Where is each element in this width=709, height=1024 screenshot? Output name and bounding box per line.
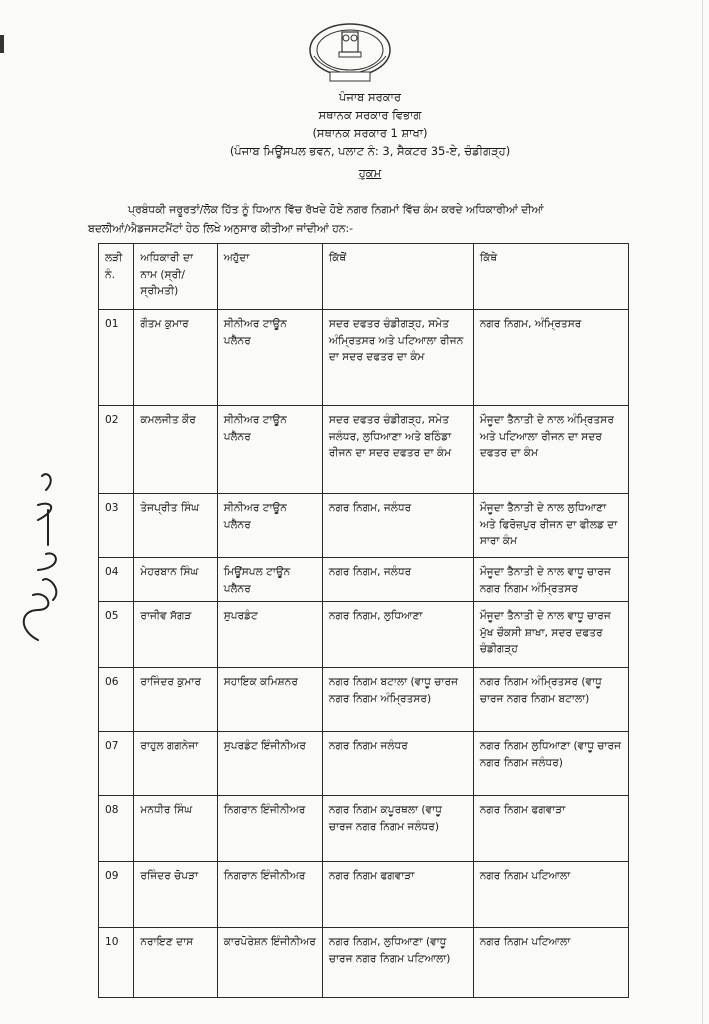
department-name: ਸਥਾਨਕ ਸਰਕਾਰ ਵਿਭਾਗ: [318, 108, 422, 122]
cell-to: ਮੌਜੂਦਾ ਤੈਨਾਤੀ ਦੇ ਨਾਲ ਵਾਧੂ ਚਾਰਜ ਨਗਰ ਨਿਗਮ ਅੰਮ੍ਰਿਤਸਰ: [473, 558, 628, 602]
cell-sno: 03: [99, 494, 134, 558]
cell-from: ਨਗਰ ਨਿਗਮ, ਲੁਧਿਆਣਾ: [322, 602, 473, 668]
cell-post: ਸੀਨੀਅਰ ਟਾਊਨ ਪਲੈਨਰ: [217, 494, 322, 558]
cell-post: ਸਹਾਇਕ ਕਮਿਸ਼ਨਰ: [217, 668, 322, 732]
cell-to: ਨਗਰ ਨਿਗਮ ਪਟਿਆਲਾ: [473, 928, 628, 998]
order-intro: [88, 200, 648, 238]
cell-sno: 08: [99, 796, 134, 862]
transfer-table: [98, 243, 629, 998]
table-row: [99, 862, 629, 928]
cell-name: ਰਾਜੀਵ ਸੱਗੜ: [134, 602, 217, 668]
cell-post: ਸੁਪਰਡੰਟ: [217, 602, 322, 668]
cell-to: ਮੌਜੂਦਾ ਤੈਨਾਤੀ ਦੇ ਨਾਲ ਲੁਧਿਆਣਾ ਅਤੇ ਫਿਰੋਜ਼ਪੁਰ ਰੀਜਨ ਦਾ ਫੀਲਡ ਦਾ ਸਾਰਾ ਕੰਮ: [473, 494, 628, 558]
intro-line-2: ਬਦਲੀਆਂ/ਐਡਜਸਟਮੈਂਟਾਂ ਹੇਠ ਲਿਖੇ ਅਨੁਸਾਰ ਕੀਤੀਆ ਜਾਂਦੀਆਂ ਹਨ:-: [88, 222, 354, 235]
cell-sno: 09: [99, 862, 134, 928]
cell-from: ਨਗਰ ਨਿਗਮ ਫਗਵਾੜਾ: [322, 862, 473, 928]
cell-name: ਤੇਜਪ੍ਰੀਤ ਸਿੰਘ: [134, 494, 217, 558]
page-edge: [702, 0, 703, 1024]
cell-post: ਸੁਪਰਡੰਟ ਇੰਜੀਨੀਅਰ: [217, 732, 322, 796]
cell-to: ਨਗਰ ਨਿਗਮ ਪਟਿਆਲਾ: [473, 862, 628, 928]
cell-from: ਨਗਰ ਨਿਗਮ, ਜਲੰਧਰ: [322, 558, 473, 602]
cell-name: ਗੌਤਮ ਕੁਮਾਰ: [134, 310, 217, 406]
cell-name: ਮਨਧੀਰ ਸਿੰਘ: [134, 796, 217, 862]
cell-post: ਸੀਨੀਅਰ ਟਾਊਨ ਪਲੈਨਰ: [217, 310, 322, 406]
header-from: ਕਿੱਥੋਂ: [322, 244, 473, 310]
cell-post: ਮਿਊਂਸਪਲ ਟਾਊਨ ਪਲੈਨਰ: [217, 558, 322, 602]
header-sno: ਲੜੀ ਨੰ.: [99, 244, 134, 310]
intro-line-1: ਪ੍ਰਬੰਧਕੀ ਜਰੂਰਤਾਂ/ਲੋਕ ਹਿੱਤ ਨੂੰ ਧਿਆਨ ਵਿੱਚ ਰੱਖਦੇ ਹੋਏ ਨਗਰ ਨਿਗਮਾਂ ਵਿੱਚ ਕੰਮ ਕਰਦੇ ਅਧਿਕਾਰੀਆਂ ਦੀਆਂ: [128, 203, 544, 216]
table-row: [99, 602, 629, 668]
cell-to: ਨਗਰ ਨਿਗਮ ਫਗਵਾੜਾ: [473, 796, 628, 862]
cell-name: ਕਮਲਜੀਤ ਕੌਰ: [134, 406, 217, 494]
cell-sno: 01: [99, 310, 134, 406]
table-row: [99, 406, 629, 494]
table-row: [99, 668, 629, 732]
cell-sno: 10: [99, 928, 134, 998]
cell-to: ਮੌਜੂਦਾ ਤੈਨਾਤੀ ਦੇ ਨਾਲ ਵਾਧੂ ਚਾਰਜ ਮੁੱਖ ਚੌਕਸੀ ਸ਼ਾਖਾ, ਸਦਰ ਦਫਤਰ ਚੰਡੀਗੜ੍ਹ: [473, 602, 628, 668]
cell-sno: 07: [99, 732, 134, 796]
government-name: ਪੰਜਾਬ ਸਰਕਾਰ: [338, 90, 402, 104]
table-row: [99, 732, 629, 796]
cell-to: ਨਗਰ ਨਿਗਮ ਲੁਧਿਆਣਾ (ਵਾਧੂ ਚਾਰਜ ਨਗਰ ਨਿਗਮ ਜਲੰਧਰ): [473, 732, 628, 796]
government-emblem-icon: [304, 20, 396, 86]
header-to: ਕਿੱਥੇ: [473, 244, 628, 310]
cell-sno: 04: [99, 558, 134, 602]
cell-name: ਰਜਿੰਦਰ ਚੋਪੜਾ: [134, 862, 217, 928]
cell-from: ਨਗਰ ਨਿਗਮ ਜਲੰਧਰ: [322, 732, 473, 796]
cell-to: ਮੌਜੂਦਾ ਤੈਨਾਤੀ ਦੇ ਨਾਲ ਅੰਮ੍ਰਿਤਸਰ ਅਤੇ ਪਟਿਆਲਾ ਰੀਜਨ ਦਾ ਸਦਰ ਦਫਤਰ ਦਾ ਕੰਮ: [473, 406, 628, 494]
order-title: ਹੁਕਮ: [358, 166, 382, 180]
cell-sno: 06: [99, 668, 134, 732]
table-row: [99, 796, 629, 862]
cell-to: ਨਗਰ ਨਿਗਮ, ਅੰਮ੍ਰਿਤਸਰ: [473, 310, 628, 406]
handwritten-signature-icon: [8, 450, 78, 650]
office-address: (ਪੰਜਾਬ ਮਿਊਂਸਪਲ ਭਵਨ, ਪਲਾਟ ਨੰ: 3, ਸੈਕਟਰ 35-ਏ, ਚੰਡੀਗੜ੍ਹ): [229, 144, 511, 158]
cell-post: ਕਾਰਪੋਰੇਸ਼ਨ ਇੰਜੀਨੀਅਰ: [217, 928, 322, 998]
branch-name: (ਸਥਾਨਕ ਸਰਕਾਰ 1 ਸ਼ਾਖਾ): [312, 126, 428, 140]
letterhead: [90, 88, 650, 182]
cell-sno: 02: [99, 406, 134, 494]
cell-name: ਰਾਹੁਲ ਗਗਨੇਜਾ: [134, 732, 217, 796]
cell-post: ਨਿਗਰਾਨ ਇੰਜੀਨੀਅਰ: [217, 796, 322, 862]
table-row: [99, 310, 629, 406]
cell-name: ਰਾਜਿੰਦਰ ਕੁਮਾਰ: [134, 668, 217, 732]
cell-from: ਸਦਰ ਦਫਤਰ ਚੰਡੀਗੜ੍ਹ, ਸਮੇਤ ਅੰਮ੍ਰਿਤਸਰ ਅਤੇ ਪਟਿਆਲਾ ਰੀਜਨ ਦਾ ਸਦਰ ਦਫਤਰ ਦਾ ਕੰਮ: [322, 310, 473, 406]
header-name: ਅਧਿਕਾਰੀ ਦਾ ਨਾਮ (ਸ੍ਰੀ/ਸ੍ਰੀਮਤੀ): [134, 244, 217, 310]
table-row: [99, 494, 629, 558]
cell-to: ਨਗਰ ਨਿਗਮ ਅੰਮ੍ਰਿਤਸਰ (ਵਾਧੂ ਚਾਰਜ ਨਗਰ ਨਿਗਮ ਬਟਾਲਾ): [473, 668, 628, 732]
cell-from: ਨਗਰ ਨਿਗਮ ਕਪੂਰਥਲਾ (ਵਾਧੂ ਚਾਰਜ ਨਗਰ ਨਿਗਮ ਜਲੰਧਰ): [322, 796, 473, 862]
table-row: [99, 928, 629, 998]
cell-post: ਸੀਨੀਅਰ ਟਾਊਨ ਪਲੈਨਰ: [217, 406, 322, 494]
scan-mark: [0, 35, 4, 53]
cell-from: ਨਗਰ ਨਿਗਮ ਬਟਾਲਾ (ਵਾਧੂ ਚਾਰਜ ਨਗਰ ਨਿਗਮ ਅੰਮ੍ਰਿਤਸਰ): [322, 668, 473, 732]
cell-name: ਮੇਹਰਬਾਨ ਸਿੰਘ: [134, 558, 217, 602]
table-row: [99, 558, 629, 602]
cell-from: ਨਗਰ ਨਿਗਮ, ਜਲੰਧਰ: [322, 494, 473, 558]
cell-sno: 05: [99, 602, 134, 668]
cell-name: ਨਰਾਇਣ ਦਾਸ: [134, 928, 217, 998]
cell-post: ਨਿਗਰਾਨ ਇੰਜੀਨੀਅਰ: [217, 862, 322, 928]
cell-from: ਸਦਰ ਦਫਤਰ ਚੰਡੀਗੜ੍ਹ, ਸਮੇਤ ਜਲੰਧਰ, ਲੁਧਿਆਣਾ ਅਤੇ ਬਠਿੰਡਾ ਰੀਜਨ ਦਾ ਸਦਰ ਦਫਤਰ ਦਾ ਕੰਮ: [322, 406, 473, 494]
header-post: ਅਹੁੱਦਾ: [217, 244, 322, 310]
cell-from: ਨਗਰ ਨਿਗਮ, ਲੁਧਿਆਣਾ (ਵਾਧੂ ਚਾਰਜ ਨਗਰ ਨਿਗਮ ਪਟਿਆਲਾ): [322, 928, 473, 998]
table-header-row: [99, 244, 629, 310]
